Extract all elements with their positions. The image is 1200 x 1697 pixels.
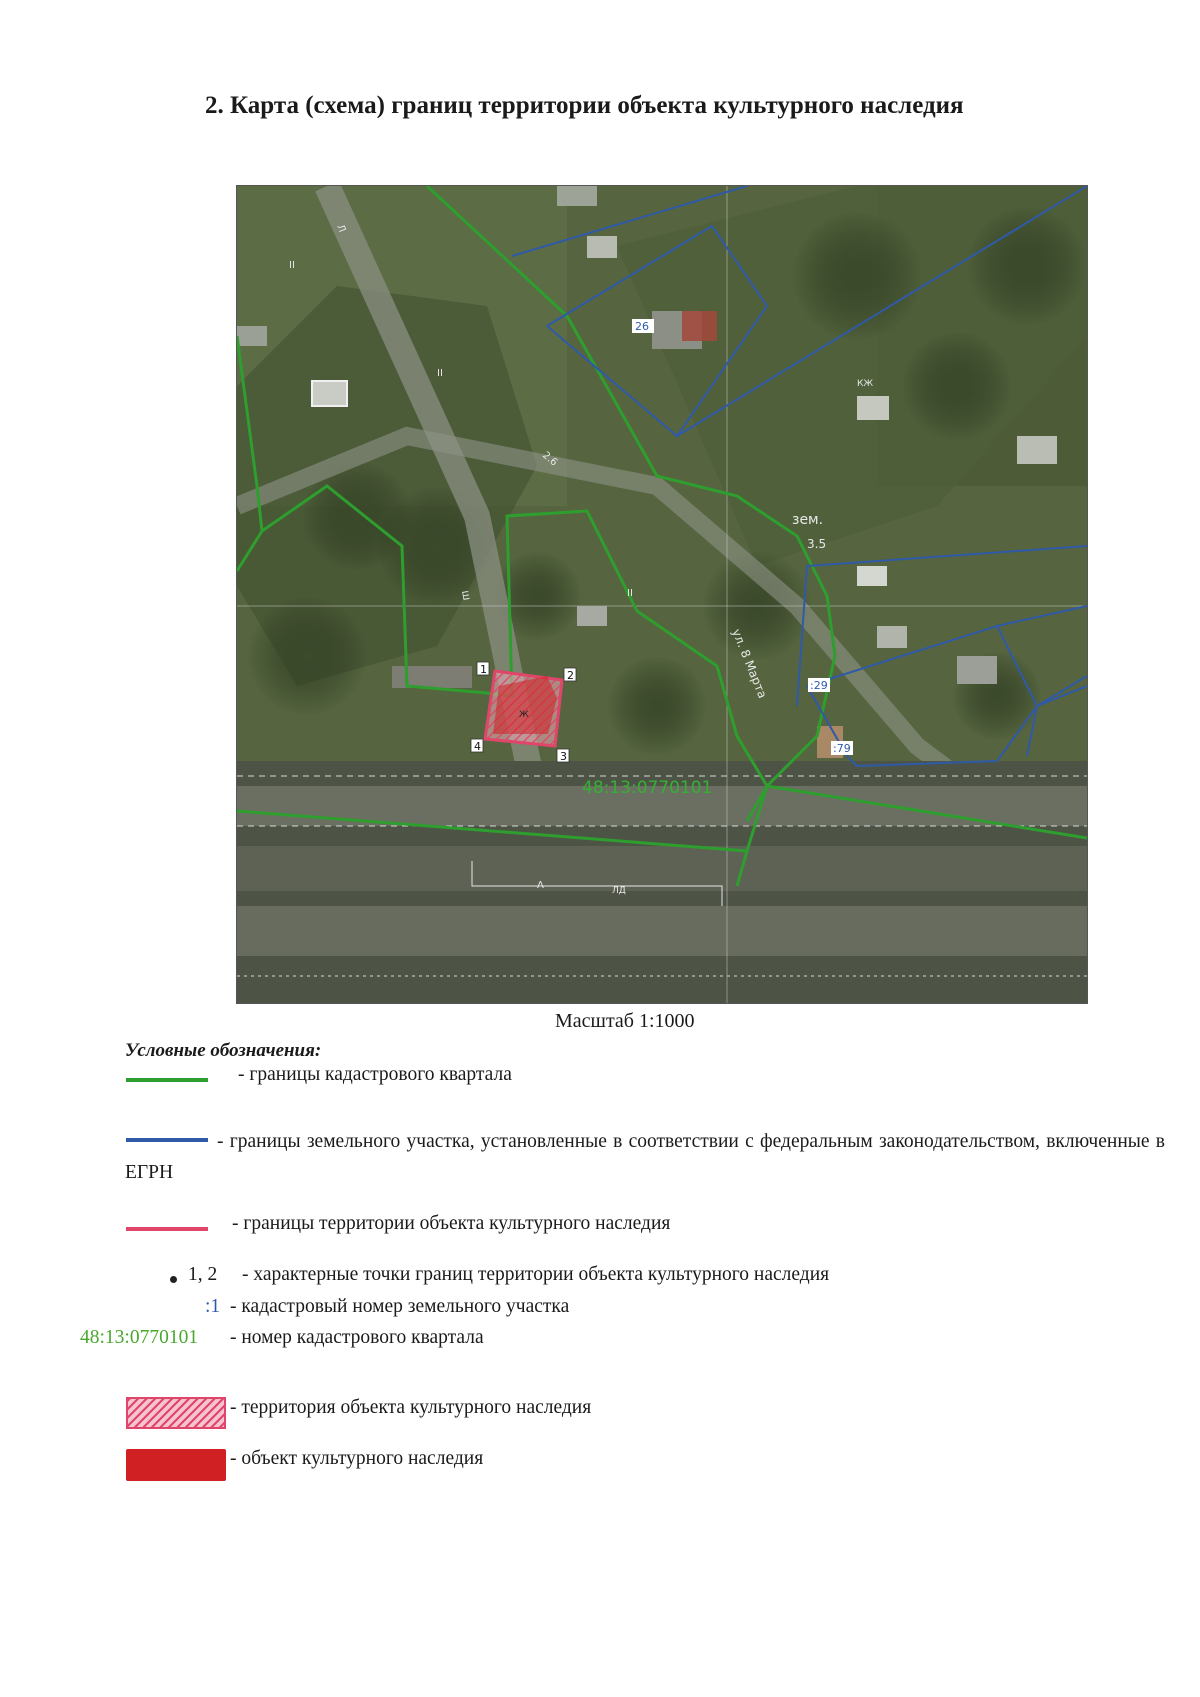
parcel-label-29: :29 — [810, 679, 828, 692]
map-label-kzh: КЖ — [857, 379, 874, 389]
legend-quarter-sample: 48:13:0770101 — [80, 1327, 199, 1348]
parcel-label-79: :79 — [833, 742, 851, 755]
legend-cadastral-sample: :1 — [205, 1296, 221, 1317]
map-frame[interactable] — [236, 185, 1088, 1004]
legend-heritage-text: - границы территории объекта культурного наследия — [232, 1213, 671, 1234]
legend-territory-text: - территория объекта культурного наследия — [230, 1397, 592, 1418]
map-label-ii-3: II — [627, 588, 633, 599]
legend-parcel-label: - границы земельного участка, установленные в соответствии с федеральным законодательством, включенные в ЕГРН — [125, 1131, 1165, 1183]
legend-territory-swatch — [126, 1397, 226, 1429]
legend-cadastral-text: - кадастровый номер земельного участка — [230, 1296, 570, 1317]
legend-quarter-line — [126, 1078, 208, 1082]
highway-lane-2 — [237, 846, 1087, 891]
legend-title: Условные обозначения: — [125, 1040, 322, 1061]
map-scale: Масштаб 1:1000 — [555, 1010, 695, 1032]
legend-heritage-line — [126, 1227, 208, 1231]
point-label-1: 1 — [480, 663, 487, 676]
point-label-2: 2 — [567, 669, 574, 682]
legend-parcel-text — [125, 1126, 1165, 1188]
legend-object-swatch — [126, 1449, 226, 1481]
map-label-sh: ш — [459, 589, 474, 602]
quarter-number-label: 48:13:0770101 — [582, 778, 713, 798]
map-label-ii-2: II — [437, 368, 443, 379]
map-label-2-6: 2.6 — [540, 449, 560, 469]
point-label-4: 4 — [474, 740, 481, 753]
parcel-label-26: 26 — [635, 320, 649, 333]
legend-quarter-number-text: - номер кадастрового квартала — [230, 1327, 484, 1348]
legend-points-text: - характерные точки границ территории объекта культурного наследия — [242, 1264, 830, 1285]
map-label-ld: ЛД — [612, 886, 626, 896]
map-label-zem: зем. — [792, 512, 824, 528]
street-label: ул. 8 Марта — [729, 626, 770, 701]
map-label-3-5: 3.5 — [807, 537, 827, 551]
legend-quarter-text: - границы кадастрового квартала — [238, 1064, 512, 1085]
map-label-zh: Ж — [519, 710, 529, 720]
map-label-ii-1: II — [289, 260, 295, 271]
highway-lane-3 — [237, 906, 1087, 956]
map-label-a2: А — [537, 880, 544, 891]
map-svg[interactable] — [237, 186, 1087, 1003]
page-title: 2. Карта (схема) границ территории объекта культурного наследия — [205, 92, 964, 119]
legend-points-sample: 1, 2 — [188, 1264, 218, 1285]
legend-point-dot — [170, 1276, 177, 1283]
point-label-3: 3 — [560, 750, 567, 763]
map-label-l: Л — [334, 223, 348, 235]
legend-object-text: - объект культурного наследия — [230, 1448, 484, 1469]
